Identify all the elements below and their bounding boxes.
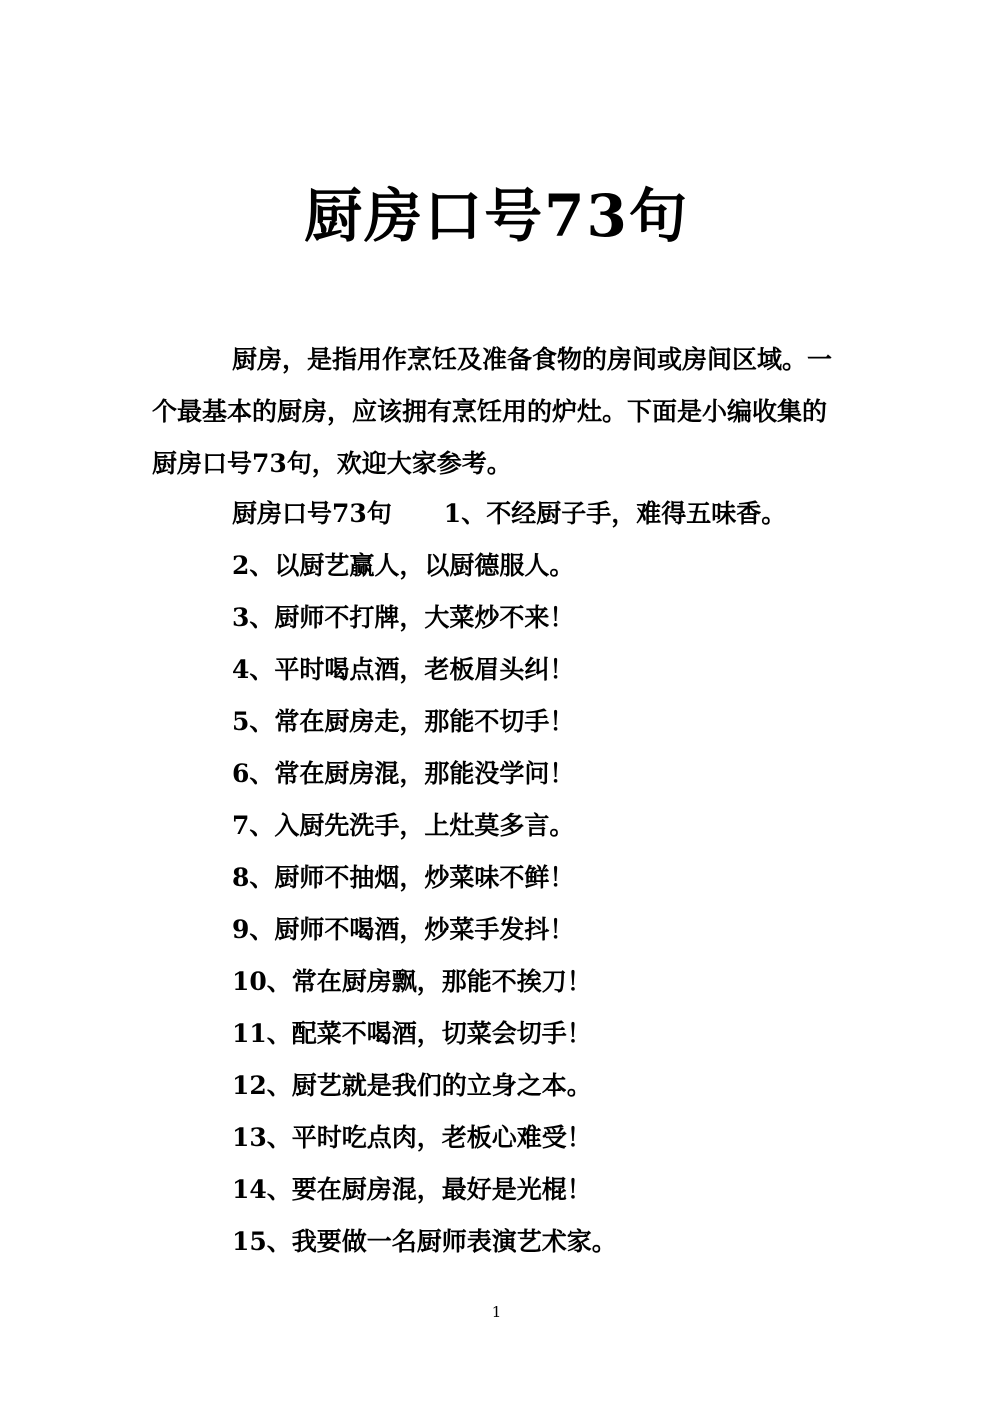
slogan-item: 13、平时吃点肉，老板心难受！ <box>232 1123 592 1152</box>
slogan-item: 10、常在厨房飘，那能不挨刀！ <box>232 967 592 996</box>
slogan-item: 1、不经厨子手，难得五味香。 <box>443 499 787 528</box>
slogan-item: 9、厨师不喝酒，炒菜手发抖！ <box>232 915 575 944</box>
slogan-item: 5、常在厨房走，那能不切手！ <box>232 707 575 736</box>
slogan-item: 15、我要做一名厨师表演艺术家。 <box>232 1227 617 1256</box>
slogan-item: 11、配菜不喝酒，切菜会切手！ <box>232 1019 592 1048</box>
page-title: 厨房口号73句 <box>304 182 689 250</box>
slogan-item: 4、平时喝点酒，老板眉头纠！ <box>232 655 575 684</box>
page-number: 1 <box>491 1303 502 1321</box>
slogan-item: 8、厨师不抽烟，炒菜味不鲜！ <box>232 863 575 892</box>
slogan-item: 3、厨师不打牌，大菜炒不来！ <box>232 603 575 632</box>
slogan-item: 12、厨艺就是我们的立身之本。 <box>232 1071 592 1100</box>
list-heading-line <box>232 497 786 531</box>
slogan-item: 6、常在厨房混，那能没学问！ <box>232 759 575 788</box>
list-heading: 厨房口号73句 <box>232 499 392 528</box>
intro-paragraph: 厨房，是指用作烹饪及准备食物的房间或房间区域。一个最基本的厨房，应该拥有烹饪用的炉灶。下面是小编收集的厨房口号73句，欢迎大家参考。 <box>152 345 833 478</box>
slogan-item: 2、以厨艺赢人，以厨德服人。 <box>232 551 575 580</box>
slogan-item: 14、要在厨房混，最好是光棍！ <box>232 1175 592 1204</box>
slogan-item: 7、入厨先洗手，上灶莫多言。 <box>232 811 575 840</box>
